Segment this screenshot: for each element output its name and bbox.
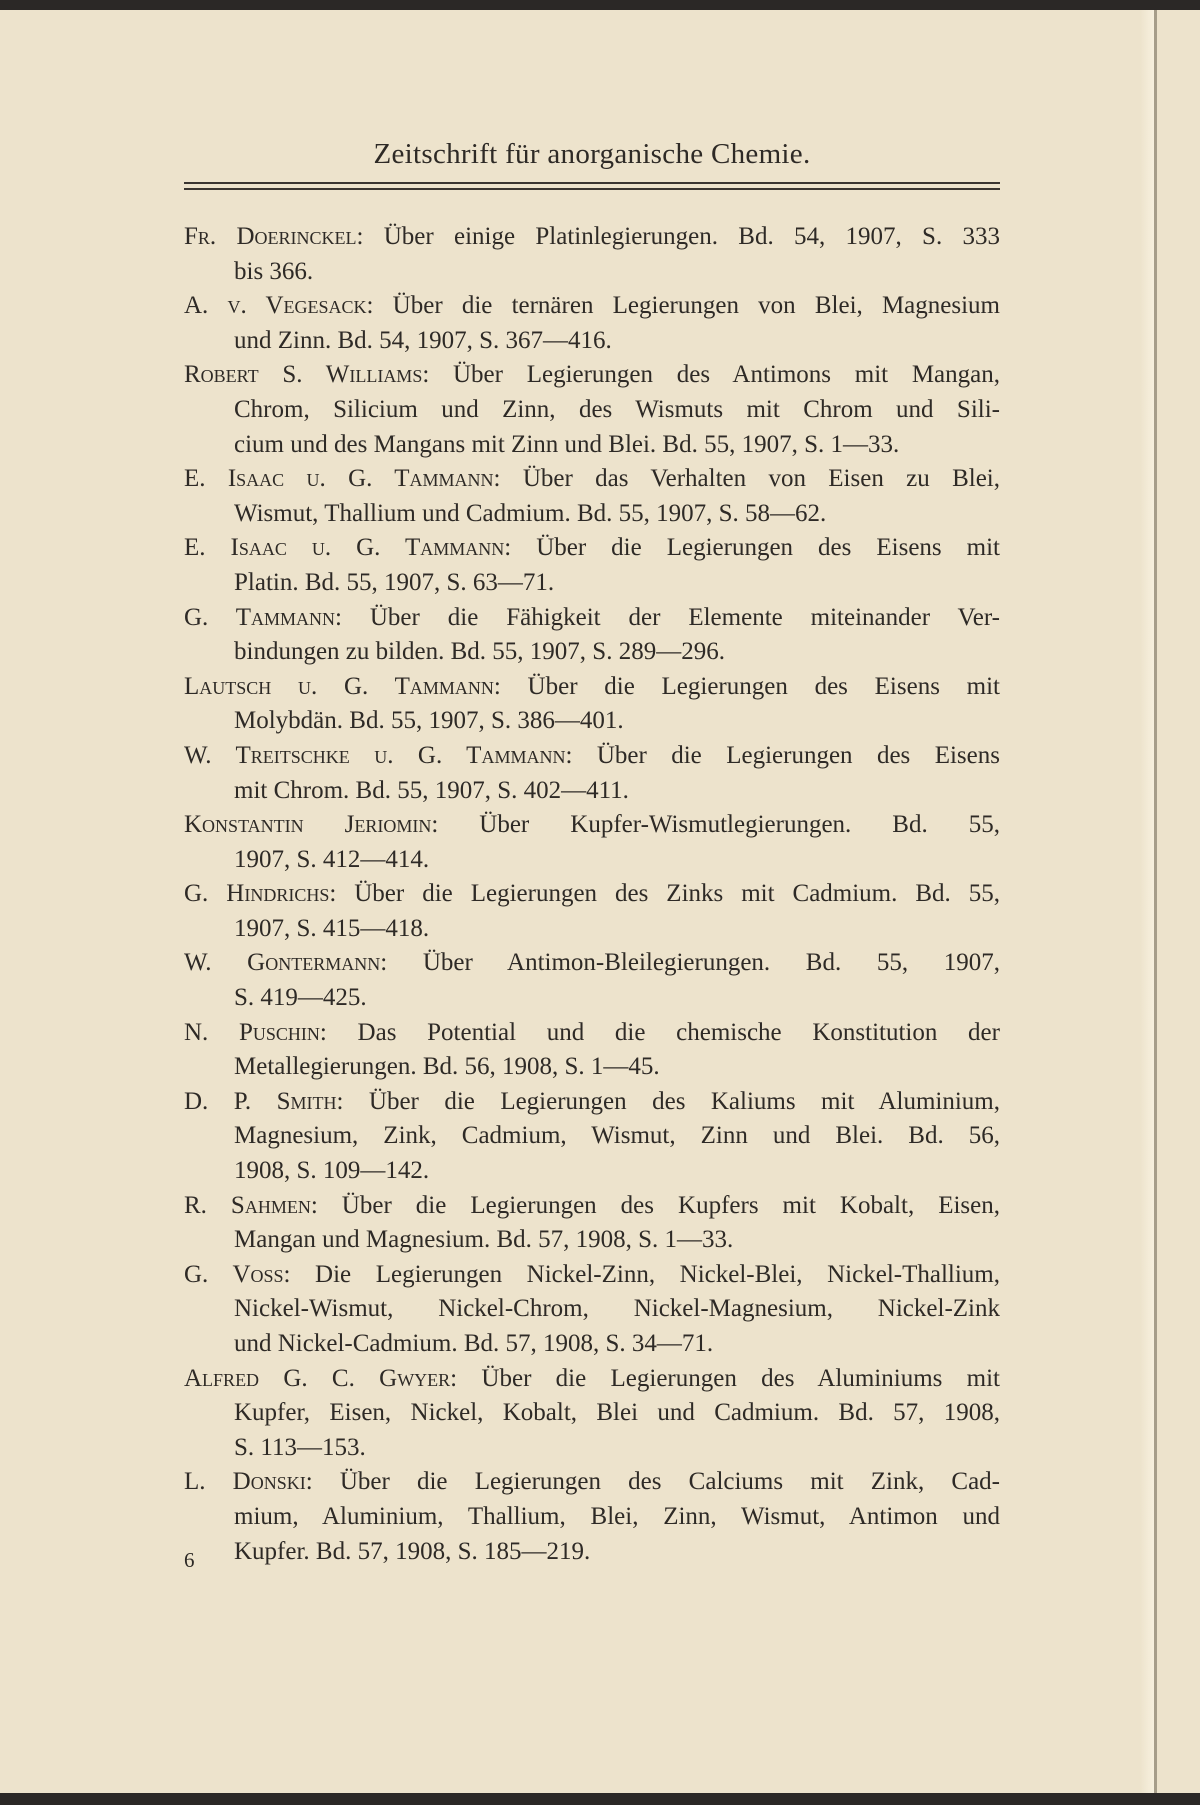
bibliography-entry — [184, 1465, 1000, 1569]
entry-author: N. Puschin: — [184, 1018, 327, 1046]
entry-text: Über die Legierungen des Calciums mit Zink, Cad- — [312, 1468, 1000, 1496]
entry-text: cium und des Mangans mit Zinn und Blei. Bd. 55, 1907, S. 1—33. — [234, 430, 900, 458]
entry-first-line — [184, 1362, 1000, 1397]
entry-author: E. Isaac u. G. Tammann: — [184, 534, 512, 562]
entry-first-line — [184, 946, 1000, 981]
entry-text: Über einige Platinlegierungen. Bd. 54, 1907, S. 333 — [363, 223, 1001, 250]
entry-author: G. Tammann: — [184, 603, 342, 631]
entry-continuation-line — [184, 497, 1000, 532]
entry-continuation-line — [184, 324, 1000, 359]
entry-text: Über die Legierungen des Zinks mit Cadmium. Bd. 55, — [336, 880, 1000, 908]
entry-text: Über die Legierungen des Kupfers mit Kobalt, Eisen, — [317, 1191, 1001, 1219]
entry-first-line — [184, 1189, 1000, 1224]
entry-author: Fr. Doerinckel: — [184, 223, 364, 250]
entry-text: Über Legierungen des Antimons mit Mangan, — [429, 361, 1000, 389]
entry-first-line — [184, 739, 1000, 774]
entry-author: A. v. Vegesack: — [184, 292, 374, 320]
entry-text: mit Chrom. Bd. 55, 1907, S. 402—411. — [234, 776, 629, 804]
entry-text: Kupfer, Eisen, Nickel, Kobalt, Blei und Cadmium. Bd. 57, 1908, — [234, 1399, 1000, 1427]
entry-first-line — [184, 601, 1000, 636]
bibliography-entry — [184, 220, 1000, 289]
entry-first-line — [184, 358, 1000, 393]
entry-text: mium, Aluminium, Thallium, Blei, Zinn, Wismut, Antimon und — [234, 1502, 1000, 1530]
entry-author: D. P. Smith: — [184, 1087, 344, 1115]
entry-text: 1908, S. 109—142. — [234, 1157, 430, 1185]
entry-continuation-line — [184, 1535, 1000, 1570]
entry-text: Über die Legierungen des Aluminiums mit — [457, 1364, 1000, 1392]
entry-continuation-line — [184, 1050, 1000, 1085]
entry-text: Platin. Bd. 55, 1907, S. 63—71. — [234, 568, 555, 596]
entry-continuation-line — [184, 774, 1000, 809]
entry-text: Über die Legierungen des Eisens — [572, 741, 1000, 769]
entry-first-line — [184, 531, 1000, 566]
entry-text: 1907, S. 412—414. — [234, 845, 430, 873]
bibliography-entry — [184, 877, 1000, 946]
entry-first-line — [184, 289, 1000, 324]
entry-continuation-line — [184, 566, 1000, 601]
entry-text: Mangan und Magnesium. Bd. 57, 1908, S. 1—33. — [234, 1226, 734, 1254]
entry-text: Metallegierungen. Bd. 56, 1908, S. 1—45. — [234, 1053, 660, 1081]
entry-continuation-line — [184, 912, 1000, 947]
entry-continuation-line — [184, 1396, 1000, 1431]
entry-text: Über das Verhalten von Eisen zu Blei, — [500, 465, 1000, 493]
entry-text: Die Legierungen Nickel-Zinn, Nickel-Blei, Nickel-Thallium, — [290, 1260, 1000, 1288]
header-rule-top — [184, 182, 1000, 184]
book-spine — [1154, 10, 1157, 1793]
bibliography-entry — [184, 1085, 1000, 1189]
entry-continuation-line — [184, 1500, 1000, 1535]
bibliography-entry — [184, 1258, 1000, 1362]
entry-text: Über die Fähigkeit der Elemente miteinander Ver- — [341, 603, 1001, 631]
entry-text: bindungen zu bilden. Bd. 55, 1907, S. 289—296. — [234, 638, 725, 666]
entry-first-line — [184, 877, 1000, 912]
entry-text: Kupfer. Bd. 57, 1908, S. 185—219. — [234, 1537, 591, 1565]
entry-text: Über die Legierungen des Eisens mit — [500, 672, 1000, 700]
entry-continuation-line — [184, 255, 1000, 290]
entry-text: Chrom, Silicium und Zinn, des Wismuts mit Chrom und Sili- — [234, 395, 1000, 423]
bibliography-entry — [184, 358, 1000, 462]
entry-continuation-line — [184, 428, 1000, 463]
entry-author: R. Sahmen: — [184, 1191, 318, 1219]
entry-author: G. Hindrichs: — [184, 880, 337, 908]
entry-text: Über Kupfer-Wismutlegierungen. Bd. 55, — [438, 811, 1000, 839]
spine-shadow — [1140, 10, 1154, 1793]
entry-first-line — [184, 808, 1000, 843]
entry-continuation-line — [184, 1327, 1000, 1362]
bibliography-entry — [184, 531, 1000, 600]
entry-author: W. Gontermann: — [184, 949, 388, 977]
bibliography-entry — [184, 1189, 1000, 1258]
bibliography-entry — [184, 946, 1000, 1015]
bibliography-entry — [184, 739, 1000, 808]
entry-continuation-line — [184, 843, 1000, 878]
entry-first-line — [184, 670, 1000, 705]
header-rule-bottom — [184, 188, 1000, 190]
entry-continuation-line — [184, 704, 1000, 739]
entry-text: Über die Legierungen des Kaliums mit Aluminium, — [343, 1087, 1000, 1115]
entry-text: S. 419—425. — [234, 984, 367, 1012]
entry-first-line — [184, 1085, 1000, 1120]
entry-text: S. 113—153. — [234, 1433, 366, 1461]
entry-text: Über Antimon-Bleilegierungen. Bd. 55, 1907, — [387, 949, 1000, 977]
entry-first-line — [184, 462, 1000, 497]
entry-continuation-line — [184, 1119, 1000, 1154]
entry-text: Magnesium, Zink, Cadmium, Wismut, Zinn und Blei. Bd. 56, — [234, 1122, 1000, 1150]
page-number: 6 — [184, 1548, 195, 1572]
bibliography-entry — [184, 1016, 1000, 1085]
bibliography-entry — [184, 462, 1000, 531]
entry-text: Über die ternären Legierungen von Blei, Magnesium — [373, 292, 1000, 320]
entry-first-line — [184, 1016, 1000, 1051]
bibliography-entry — [184, 1362, 1000, 1466]
entry-text: bis 366. — [234, 257, 314, 285]
entry-continuation-line — [184, 1154, 1000, 1189]
entry-continuation-line — [184, 1223, 1000, 1258]
entry-author: W. Treitschke u. G. Tammann: — [184, 741, 573, 769]
entry-continuation-line — [184, 981, 1000, 1016]
bibliography-list — [184, 220, 1000, 1569]
entry-text: Nickel-Wismut, Nickel-Chrom, Nickel-Magnesium, Nickel-Zink — [234, 1295, 1000, 1323]
entry-text: und Zinn. Bd. 54, 1907, S. 367—416. — [234, 326, 612, 354]
entry-text: 1907, S. 415—418. — [234, 914, 430, 942]
entry-text: Das Potential und die chemische Konstitution der — [326, 1018, 1000, 1046]
entry-text: Wismut, Thallium und Cadmium. Bd. 55, 1907, S. 58—62. — [234, 499, 827, 527]
entry-first-line — [184, 1465, 1000, 1500]
entry-author: Konstantin Jeriomin: — [184, 811, 439, 839]
page-header-title: Zeitschrift für anorganische Chemie. — [373, 138, 811, 170]
entry-text: Über die Legierungen des Eisens mit — [511, 534, 1000, 562]
entry-author: Robert S. Williams: — [184, 361, 430, 389]
entry-author: Alfred G. C. Gwyer: — [184, 1364, 458, 1392]
book-page — [0, 10, 1200, 1793]
entry-author: L. Donski: — [184, 1468, 313, 1496]
bibliography-entry — [184, 601, 1000, 670]
entry-continuation-line — [184, 1292, 1000, 1327]
entry-text: und Nickel-Cadmium. Bd. 57, 1908, S. 34—71. — [234, 1330, 714, 1357]
entry-continuation-line — [184, 635, 1000, 670]
entry-first-line — [184, 1258, 1000, 1293]
bibliography-entry — [184, 670, 1000, 739]
bibliography-entry — [184, 808, 1000, 877]
entry-continuation-line — [184, 1431, 1000, 1466]
entry-author: G. Voss: — [184, 1260, 291, 1288]
entry-first-line — [184, 220, 1000, 255]
entry-text: Molybdän. Bd. 55, 1907, S. 386—401. — [234, 707, 624, 735]
entry-author: Lautsch u. G. Tammann: — [184, 672, 501, 700]
entry-author: E. Isaac u. G. Tammann: — [184, 465, 501, 493]
bibliography-entry — [184, 289, 1000, 358]
entry-continuation-line — [184, 393, 1000, 428]
